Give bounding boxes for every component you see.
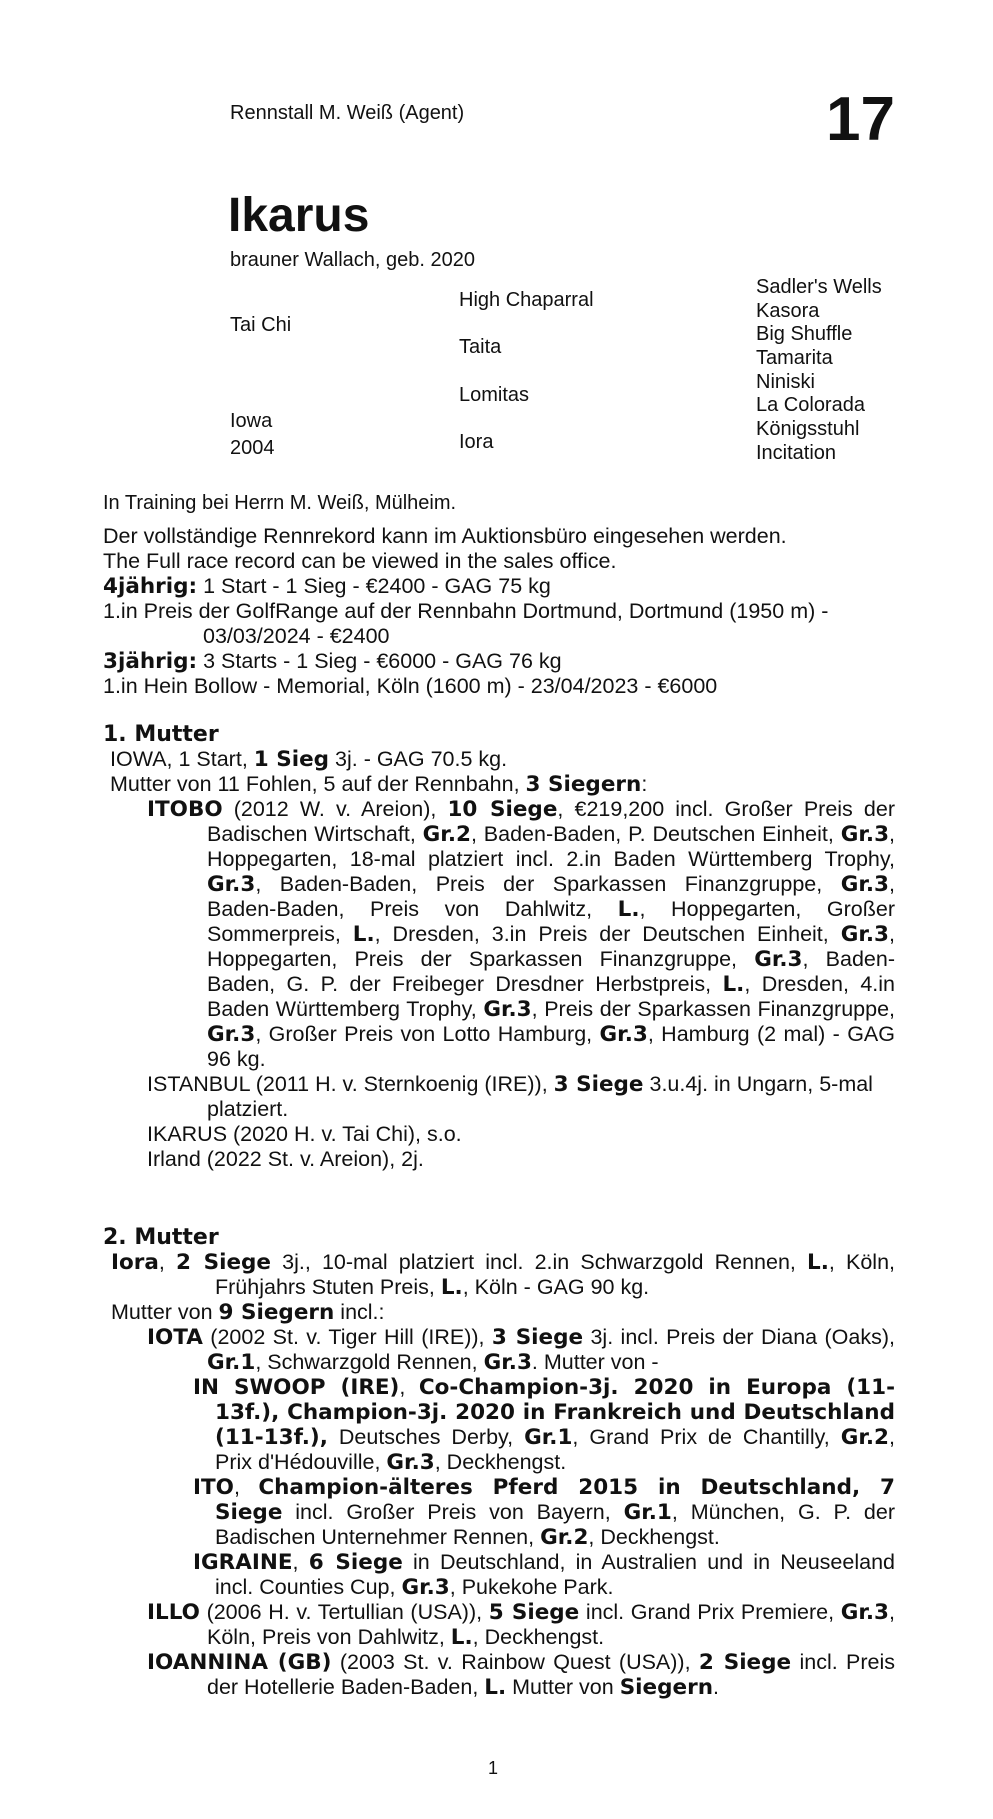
horse: ITO: [193, 1475, 234, 1500]
text: :: [641, 772, 648, 796]
t: (2006 H. v. Tertullian (USA)),: [199, 1600, 489, 1624]
grade: L.: [450, 1625, 473, 1650]
t: , Preis der Sparkassen Finanzgruppe,: [531, 997, 896, 1021]
grade: Gr.2: [422, 822, 471, 847]
first-dam-heading: 1. Mutter: [103, 722, 219, 747]
race-record: [103, 524, 895, 699]
age4-stats: 1 Start - 1 Sieg - €2400 - GAG 75 kg: [197, 574, 551, 598]
t: 3j. incl. Preis der Diana (Oaks),: [583, 1325, 895, 1349]
t: , Köln, Preis von Dahlwitz,: [207, 1600, 895, 1649]
grade: Gr.2: [840, 1425, 890, 1450]
t: incl. Grand Prix Premiere,: [579, 1600, 841, 1624]
first-dam-line: [103, 747, 895, 772]
t: (2003 St. v. Rainbow Quest (USA)),: [331, 1650, 699, 1674]
produce-irland: Irland (2022 St. v. Areion), 2j.: [147, 1147, 424, 1171]
grade: Gr.3: [840, 922, 890, 947]
grade: Gr.3: [599, 1022, 648, 1047]
championship: Champion-älteres Pferd 2015 in Deutschland, 7 Siege: [215, 1475, 895, 1525]
produce-ikarus: IKARUS (2020 H. v. Tai Chi), s.o.: [147, 1122, 462, 1146]
winners: Siegern: [619, 1675, 714, 1700]
t: , Großer Preis von Lotto Hamburg,: [255, 1022, 600, 1046]
t: Mutter von: [506, 1675, 620, 1699]
pedigree-g3: Sadler's Wells: [756, 276, 882, 298]
t: , Prix d'Hédouville,: [215, 1425, 895, 1474]
page-number: 1: [488, 1758, 499, 1778]
pedigree-dam-dam: Iora: [459, 431, 494, 453]
t: ISTANBUL (2011 H. v. Sternkoenig (IRE)),: [147, 1072, 554, 1096]
t: ,: [158, 1250, 176, 1274]
pedigree-g3: Königsstuhl: [756, 418, 860, 440]
wins: 2 Siege: [176, 1250, 272, 1275]
age4-label: 4jährig:: [103, 574, 198, 599]
pedigree-g3: Tamarita: [756, 347, 833, 369]
t: , Köln, Frühjahrs Stuten Preis,: [215, 1250, 895, 1299]
t: , Köln - GAG 90 kg.: [462, 1275, 650, 1299]
t: , Grand Prix de Chantilly,: [572, 1425, 841, 1449]
grade: Gr.1: [623, 1500, 672, 1525]
grade: Gr.3: [207, 872, 256, 897]
t: (2002 St. v. Tiger Hill (IRE)),: [202, 1325, 492, 1349]
age4-summary: [103, 574, 895, 599]
t: , Hoppegarten, Großer Sommerpreis,: [207, 897, 895, 946]
horse: IGRAINE: [193, 1550, 293, 1575]
t: , Hamburg (2 mal) - GAG 96 kg.: [207, 1022, 895, 1071]
grade: Gr.3: [754, 947, 803, 972]
grade: L.: [722, 972, 745, 997]
wins: 10 Siege: [447, 797, 558, 822]
produce-illo: [103, 1600, 895, 1650]
horse-name: Ikarus: [228, 189, 370, 242]
grade: L.: [617, 897, 640, 922]
grade: Gr.3: [207, 1022, 256, 1047]
second-dam-section: [103, 1225, 895, 1700]
first-dam-produce: [103, 772, 895, 797]
t: , Baden-Baden, G. P. der Freibeger Dresdner Herbstpreis,: [207, 947, 895, 996]
grade: L.: [440, 1275, 463, 1300]
t: ,: [233, 1475, 259, 1499]
horse: Iora: [111, 1250, 159, 1275]
text: 3j. - GAG 70.5 kg.: [329, 747, 508, 771]
horse: IOTA: [147, 1325, 203, 1350]
second-dam-iora: [103, 1250, 895, 1300]
t: , Schwarzgold Rennen,: [255, 1350, 484, 1374]
t: , München, G. P. der Badischen Unternehmer Rennen,: [215, 1500, 895, 1549]
t: incl.:: [334, 1300, 385, 1324]
t: , Baden-Baden, P. Deutschen Einheit,: [470, 822, 841, 846]
pedigree-g3: Kasora: [756, 300, 820, 322]
t: , Dresden, 4.in Baden Württemberg Trophy,: [207, 972, 896, 1021]
t: (2012 W. v. Areion),: [222, 797, 448, 821]
wins: 3 Siege: [491, 1325, 584, 1350]
pedigree-g3: Big Shuffle: [756, 323, 853, 345]
training-note: In Training bei Herrn M. Weiß, Mülheim.: [103, 492, 457, 514]
t: Deutsches Derby,: [327, 1425, 525, 1449]
record-note-de: Der vollständige Rennrekord kann im Auktionsbüro eingesehen werden.: [103, 524, 787, 548]
pedigree-g3: La Colorada: [756, 394, 865, 416]
t: , Dresden, 3.in Preis der Deutschen Einheit,: [374, 922, 841, 946]
horse: IN SWOOP (IRE): [193, 1375, 400, 1400]
t: , Baden-Baden, Preis von Dahlwitz,: [207, 872, 895, 921]
grade: L.: [484, 1675, 507, 1700]
pedigree-dam-year: 2004: [230, 437, 275, 459]
t: , Deckhengst.: [472, 1625, 605, 1649]
consignor: Rennstall M. Weiß (Agent): [230, 102, 465, 124]
horse: ILLO: [147, 1600, 200, 1625]
winners: 9 Siegern: [218, 1300, 335, 1325]
t: 3j., 10-mal platziert incl. 2.in Schwarzgold Rennen,: [271, 1250, 808, 1274]
championship: Co-Champion-3j. 2020 in Europa (11-13f.), Champion-3j. 2020 in Frankreich und Deutschland (11-13f.),: [215, 1375, 896, 1450]
grade: Gr.3: [483, 1350, 532, 1375]
age3-label: 3jährig:: [103, 649, 198, 674]
record-note-en: The Full race record can be viewed in the sales office.: [103, 549, 617, 573]
grade: Gr.1: [207, 1350, 256, 1375]
produce-iota: [103, 1325, 895, 1375]
t: in Deutschland, in Australien und in Neuseeland incl. Counties Cup,: [215, 1550, 895, 1599]
produce-ioannina: [103, 1650, 895, 1700]
t: 3.u.4j. in Ungarn, 5-mal platziert.: [207, 1072, 873, 1121]
t: , €219,200 incl. Großer Preis der Badischen Wirtschaft,: [207, 797, 895, 846]
t: , Hoppegarten, 18-mal platziert incl. 2.in Baden Württemberg Trophy,: [207, 822, 896, 871]
grade: Gr.1: [524, 1425, 573, 1450]
age3-win: 1.in Hein Bollow - Memorial, Köln (1600 m) - 23/04/2023 - €6000: [103, 674, 718, 698]
t: Mutter von: [111, 1300, 219, 1324]
pedigree-g3: Incitation: [756, 442, 837, 464]
horse: ITOBO: [147, 797, 223, 822]
winners: 3 Siegern: [525, 772, 642, 797]
text: Mutter von 11 Fohlen, 5 auf der Rennbahn,: [110, 772, 526, 796]
t: ,: [399, 1375, 419, 1399]
first-dam-section: [103, 722, 895, 1172]
produce-in-swoop: [103, 1375, 895, 1475]
wins: 5 Siege: [488, 1600, 580, 1625]
t: ,: [292, 1550, 309, 1574]
grade: L.: [352, 922, 375, 947]
produce-ito: [103, 1475, 895, 1550]
wins: 3 Siege: [553, 1072, 644, 1097]
pedigree-g3: Niniski: [756, 371, 815, 393]
age3-summary: [103, 649, 895, 674]
t: , Deckhengst.: [588, 1525, 720, 1549]
age4-win: 1.in Preis der GolfRange auf der Rennbahn Dortmund, Dortmund (1950 m) - 03/03/2024 - €2400: [103, 599, 829, 648]
t: , Deckhengst.: [434, 1450, 567, 1474]
produce-itobo: [103, 797, 895, 1072]
grade: L.: [807, 1250, 829, 1275]
t: incl. Großer Preis von Bayern,: [282, 1500, 624, 1524]
lot-number: 17: [826, 85, 895, 154]
wins: 2 Siege: [698, 1650, 792, 1675]
t: . Mutter von -: [531, 1350, 659, 1374]
horse: IOANNINA (GB): [147, 1650, 332, 1675]
grade: Gr.3: [386, 1450, 435, 1475]
produce-istanbul: [103, 1072, 895, 1122]
age3-stats: 3 Starts - 1 Sieg - €6000 - GAG 76 kg: [197, 649, 562, 673]
t: .: [713, 1675, 719, 1699]
produce-igraine: [103, 1550, 895, 1600]
pedigree-sire-sire: High Chaparral: [459, 289, 594, 311]
t: , Baden-Baden, Preis der Sparkassen Finanzgruppe,: [255, 872, 841, 896]
pedigree-dam-sire: Lomitas: [459, 384, 530, 406]
grade: Gr.3: [483, 997, 532, 1022]
pedigree-sire: Tai Chi: [230, 314, 292, 336]
grade: Gr.2: [540, 1525, 589, 1550]
pedigree-sire-dam: Taita: [459, 336, 502, 358]
grade: Gr.3: [840, 822, 890, 847]
wins: 6 Siege: [308, 1550, 403, 1575]
text: IOWA, 1 Start,: [110, 747, 254, 771]
second-dam-heading: 2. Mutter: [103, 1225, 219, 1250]
grade: Gr.3: [840, 1600, 890, 1625]
second-dam-produce: [103, 1300, 895, 1325]
t: , Hoppegarten, Preis der Sparkassen Finanzgruppe,: [207, 922, 895, 971]
horse-description: brauner Wallach, geb. 2020: [230, 249, 475, 271]
t: incl. Preis der Hotellerie Baden-Baden,: [207, 1650, 896, 1699]
wins: 1 Sieg: [253, 747, 330, 772]
t: , Pukekohe Park.: [449, 1575, 614, 1599]
pedigree-dam: Iowa: [230, 410, 273, 432]
grade: Gr.3: [840, 872, 890, 897]
grade: Gr.3: [401, 1575, 450, 1600]
